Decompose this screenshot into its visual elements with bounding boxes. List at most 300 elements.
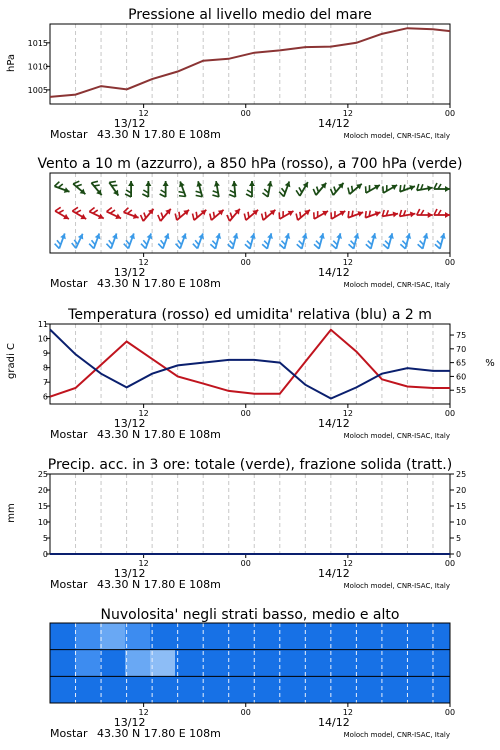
wind-barb-feather xyxy=(400,185,401,192)
wind-barb-feather xyxy=(300,212,301,218)
pressure-y-tick-label: 1015 xyxy=(27,38,48,48)
wind-barb xyxy=(331,211,345,219)
temperature-y-tick-label: 9 xyxy=(42,349,48,359)
wind-barb-feather xyxy=(352,211,353,217)
wind-barb-feather xyxy=(404,185,405,191)
cloud-cell xyxy=(375,623,401,650)
cloud-cell xyxy=(125,650,151,677)
temperature-coords: 43.30 N 17.80 E 108m xyxy=(97,428,221,441)
cloud-cell xyxy=(425,623,451,650)
precipitation-y-tick-label-right: 20 xyxy=(456,486,467,495)
pressure-date-label: 14/12 xyxy=(318,117,350,130)
wind-barb-feather xyxy=(158,215,161,221)
precipitation-y-tick-label: 20 xyxy=(37,486,48,495)
wind-barb-head xyxy=(284,233,290,239)
clouds-location: Mostar xyxy=(50,727,88,740)
wind-barb-feather xyxy=(59,210,64,213)
cloud-cell xyxy=(325,623,351,650)
wind-barb xyxy=(176,233,187,248)
wind-barb xyxy=(383,233,394,248)
temperature-chart-title: Temperatura (rosso) ed umidita' relativa (blu) a 2 m xyxy=(68,307,432,323)
wind-barb-feather xyxy=(366,244,371,248)
precipitation-y-axis-label: mm xyxy=(6,503,17,523)
cloud-cell xyxy=(150,623,176,650)
precipitation-panel xyxy=(6,457,466,591)
wind-barb xyxy=(196,181,203,196)
wind-barb xyxy=(179,181,186,196)
wind-barb xyxy=(160,181,169,197)
precipitation-date-label: 13/12 xyxy=(113,567,146,580)
wind-barb-head xyxy=(267,233,273,239)
temperature-model-credit: Moloch model, CNR-ISAC, Italy xyxy=(343,432,450,440)
pressure-y-tick-label: 1010 xyxy=(27,62,48,72)
clouds-x-tick-label: 12 xyxy=(342,708,353,717)
wind-barb-feather xyxy=(210,214,212,221)
cloud-cell xyxy=(275,650,301,677)
wind-barb-feather xyxy=(314,244,319,248)
wind-barb-feather xyxy=(316,241,320,245)
temperature-x-tick-label: 00 xyxy=(444,409,456,418)
wind-barb xyxy=(244,210,258,220)
wind-chart-title: Vento a 10 m (azzurro), a 850 hPa (rosso), a 700 hPa (verde) xyxy=(37,156,463,172)
cloud-cell xyxy=(100,623,126,650)
clouds-coords: 43.30 N 17.80 E 108m xyxy=(97,727,221,740)
cloud-cell xyxy=(350,650,376,677)
wind-barb-feather xyxy=(213,212,214,218)
pressure-location: Mostar xyxy=(50,128,88,141)
wind-barb-feather xyxy=(94,185,100,186)
cloud-cell xyxy=(400,676,426,703)
pressure-coords: 43.30 N 17.80 E 108m xyxy=(97,128,221,141)
wind-barb xyxy=(400,233,411,248)
wind-barb-feather xyxy=(282,188,286,193)
wind-barb-feather xyxy=(262,193,267,197)
wind-barb-feather xyxy=(124,244,129,249)
wind-barb xyxy=(313,183,326,195)
cloud-cell xyxy=(100,650,126,677)
wind-barb-feather xyxy=(124,208,129,213)
temperature-frame xyxy=(50,324,450,404)
wind-barb-feather xyxy=(109,240,113,245)
wind-barb-feather xyxy=(175,214,177,221)
wind-barb xyxy=(434,183,450,192)
wind-barb xyxy=(192,210,206,220)
wind-barb-feather xyxy=(127,210,132,214)
wind-barb-feather xyxy=(296,190,300,196)
precipitation-y-tick-label: 15 xyxy=(37,502,48,511)
wind-barb-feather xyxy=(349,244,354,248)
wind-barb-head xyxy=(128,181,134,186)
pressure-chart-title: Pressione al livello medio del mare xyxy=(128,7,372,23)
precipitation-date-label: 14/12 xyxy=(318,567,350,580)
wind-barb-feather xyxy=(296,214,298,221)
wind-barb-feather xyxy=(333,241,337,245)
wind-barb-feather xyxy=(230,213,232,219)
wind-barb xyxy=(106,233,117,248)
wind-barb-feather xyxy=(109,181,116,182)
wind-barb-head xyxy=(336,233,342,239)
wind-barb xyxy=(348,184,362,194)
wind-barb-feather xyxy=(110,210,115,213)
wind-x-tick-label: 00 xyxy=(240,258,251,267)
wind-barb-feather xyxy=(383,244,388,248)
wind-barb xyxy=(210,233,221,248)
wind-barb-feather xyxy=(89,244,94,249)
wind-barb xyxy=(434,209,450,218)
wind-barb-feather xyxy=(192,214,194,221)
cloud-cell xyxy=(350,623,376,650)
precipitation-model-credit: Moloch model, CNR-ISAC, Italy xyxy=(343,582,450,590)
pressure-x-tick-label: 12 xyxy=(138,109,149,118)
wind-barb-feather xyxy=(196,212,197,218)
pressure-date-label: 13/12 xyxy=(113,117,146,130)
wind-barb-feather xyxy=(420,241,424,245)
wind-panel xyxy=(37,156,462,290)
wind-barb xyxy=(72,207,86,219)
wind-barb-feather xyxy=(385,241,389,245)
pressure-line xyxy=(50,28,450,97)
precipitation-y-tick-label-right: 10 xyxy=(456,518,467,527)
temperature-line xyxy=(50,330,450,397)
cloud-cell xyxy=(125,623,151,650)
pressure-x-tick-label: 00 xyxy=(240,109,251,118)
wind-barb-head xyxy=(423,233,429,239)
wind-barb-feather xyxy=(369,211,370,217)
precipitation-x-tick-label: 00 xyxy=(240,559,251,568)
wind-barb-feather xyxy=(143,240,147,245)
wind-barb-feather xyxy=(106,244,111,249)
wind-date-label: 13/12 xyxy=(113,266,146,279)
cloud-cell xyxy=(50,676,76,703)
clouds-x-tick-label: 12 xyxy=(138,708,149,717)
temperature-panel xyxy=(6,307,495,441)
wind-barb-head xyxy=(354,233,360,239)
wind-barb-feather xyxy=(334,187,336,193)
precipitation-x-tick-label: 12 xyxy=(342,559,353,568)
cloud-cell xyxy=(325,650,351,677)
clouds-panel xyxy=(50,607,455,740)
wind-barb-feather xyxy=(317,187,319,193)
humidity-y-axis-label: % xyxy=(485,358,495,369)
wind-barb xyxy=(158,209,171,221)
clouds-x-tick-label: 00 xyxy=(240,708,251,717)
wind-barb xyxy=(73,181,85,194)
wind-barb-feather xyxy=(76,210,81,213)
cloud-cell xyxy=(150,676,176,703)
cloud-cell xyxy=(50,623,76,650)
wind-barb-head xyxy=(163,181,169,186)
wind-barb-feather xyxy=(400,244,405,248)
cloud-cell xyxy=(75,676,101,703)
clouds-date-label: 13/12 xyxy=(113,716,146,729)
wind-barb xyxy=(331,233,342,248)
wind-barb-feather xyxy=(264,241,268,245)
wind-model-credit: Moloch model, CNR-ISAC, Italy xyxy=(343,281,450,289)
wind-barb-feather xyxy=(107,207,112,211)
wind-barb-feather xyxy=(57,240,61,245)
wind-barb xyxy=(417,209,433,218)
wind-barb xyxy=(314,233,325,248)
wind-barb-feather xyxy=(299,187,302,192)
clouds-model-credit: Moloch model, CNR-ISAC, Italy xyxy=(343,731,450,739)
wind-barb-head xyxy=(428,212,433,218)
wind-barb-feather xyxy=(92,240,96,245)
temperature-y-axis-label: gradi C xyxy=(6,343,17,379)
wind-barb xyxy=(212,181,219,197)
precipitation-chart-title: Precip. acc. in 3 ore: totale (verde), frazione solida (tratt.) xyxy=(47,457,453,473)
wind-barb-feather xyxy=(58,184,63,188)
wind-location: Mostar xyxy=(50,277,88,290)
wind-barb-head xyxy=(215,233,221,239)
wind-barb xyxy=(279,211,293,219)
wind-barb xyxy=(383,185,397,193)
temperature-y-tick-label: 7 xyxy=(42,378,48,388)
wind-barb xyxy=(417,184,433,191)
cloud-cell xyxy=(375,676,401,703)
wind-barb-feather xyxy=(299,241,303,245)
precipitation-y-tick-label: 25 xyxy=(37,470,48,479)
wind-barb-feather xyxy=(245,244,250,248)
wind-barb xyxy=(366,185,380,193)
wind-barb-feather xyxy=(179,196,186,197)
precipitation-x-tick-label: 00 xyxy=(444,559,456,568)
cloud-cell xyxy=(375,650,401,677)
wind-barb xyxy=(296,182,308,196)
wind-barb xyxy=(89,233,100,248)
cloud-cell xyxy=(400,623,426,650)
wind-barb xyxy=(297,233,308,248)
wind-barb xyxy=(246,181,255,197)
precipitation-y-tick-label: 0 xyxy=(42,550,48,559)
wind-barb-feather xyxy=(212,241,216,245)
wind-barb-feather xyxy=(179,212,180,218)
cloud-cell xyxy=(300,650,326,677)
wind-barb-feather xyxy=(76,185,82,187)
pressure-x-tick-label: 12 xyxy=(342,109,353,118)
wind-barb-head xyxy=(371,233,377,239)
humidity-y-tick-label-right: 60 xyxy=(456,372,467,382)
wind-barb xyxy=(54,182,69,193)
wind-barb-feather xyxy=(247,241,251,245)
wind-barb xyxy=(296,210,310,220)
wind-barb-feather xyxy=(418,244,423,248)
wind-x-tick-label: 12 xyxy=(342,258,353,267)
humidity-y-tick-label-right: 70 xyxy=(456,344,467,354)
cloud-cell xyxy=(300,623,326,650)
wind-barb xyxy=(141,233,152,248)
wind-barb xyxy=(229,181,237,197)
wind-barb-feather xyxy=(297,244,302,248)
precipitation-y-tick-label: 5 xyxy=(42,534,48,543)
wind-barb xyxy=(365,211,380,218)
wind-barb-feather xyxy=(262,214,264,221)
wind-barb xyxy=(435,233,446,248)
wind-barb-feather xyxy=(141,244,146,249)
wind-barb xyxy=(418,233,429,248)
temperature-y-tick-label: 10 xyxy=(37,334,48,344)
wind-barb-head xyxy=(302,233,308,239)
precipitation-y-tick-label-right: 0 xyxy=(456,550,462,559)
wind-barb-feather xyxy=(89,207,94,211)
pressure-x-tick-label: 00 xyxy=(444,109,456,118)
wind-barb-feather xyxy=(55,244,60,249)
temperature-y-tick-label: 6 xyxy=(42,392,48,402)
precipitation-frame xyxy=(50,474,450,554)
cloud-cell xyxy=(200,650,226,677)
wind-barb-feather xyxy=(91,181,98,183)
wind-barb-feather xyxy=(158,244,163,249)
precipitation-y-tick-label-right: 5 xyxy=(456,534,462,543)
wind-barb-feather xyxy=(348,211,349,218)
wind-barb xyxy=(193,233,204,248)
pressure-y-axis-label: hPa xyxy=(6,53,17,73)
wind-barb xyxy=(349,233,360,248)
cloud-cell xyxy=(175,676,201,703)
wind-barb-feather xyxy=(281,241,285,245)
wind-barb-feather xyxy=(313,189,316,195)
cloud-cell xyxy=(75,623,101,650)
wind-barb-feather xyxy=(351,241,355,245)
wind-barb xyxy=(72,234,84,249)
pressure-y-tick-label: 1005 xyxy=(27,85,48,95)
wind-barb xyxy=(210,210,224,220)
wind-barb xyxy=(279,233,290,248)
cloud-cell xyxy=(150,650,176,677)
wind-barb xyxy=(91,181,101,195)
cloud-cell xyxy=(325,676,351,703)
wind-barb xyxy=(366,233,377,248)
wind-barb xyxy=(382,210,398,217)
wind-barb xyxy=(142,181,151,197)
humidity-y-tick-label-right: 65 xyxy=(456,358,467,368)
wind-barb-feather xyxy=(210,244,215,248)
wind-barb xyxy=(124,233,135,248)
cloud-cell xyxy=(125,676,151,703)
cloud-cell xyxy=(200,623,226,650)
wind-x-tick-label: 00 xyxy=(444,258,456,267)
wind-barb-head xyxy=(233,233,239,239)
cloud-cell xyxy=(425,676,451,703)
wind-barb-feather xyxy=(195,240,199,245)
wind-barb-feather xyxy=(265,212,266,218)
wind-barb xyxy=(348,211,363,218)
precipitation-y-tick-label-right: 25 xyxy=(456,470,467,479)
wind-barb-feather xyxy=(141,215,144,221)
wind-barb xyxy=(314,211,328,219)
wind-barb xyxy=(107,207,122,219)
wind-barb-head xyxy=(231,181,237,186)
cloud-cell xyxy=(200,676,226,703)
temperature-date-label: 14/12 xyxy=(318,417,350,430)
clouds-date-label: 14/12 xyxy=(318,716,350,729)
wind-barb-head xyxy=(145,181,151,186)
cloud-cell xyxy=(275,676,301,703)
pressure-panel xyxy=(6,7,455,141)
wind-barb xyxy=(279,181,290,196)
cloud-cell xyxy=(400,650,426,677)
wind-barb xyxy=(262,181,272,197)
pressure-frame xyxy=(50,24,450,104)
cloud-cell xyxy=(50,650,76,677)
precipitation-y-tick-label: 10 xyxy=(37,518,48,527)
wind-barb-feather xyxy=(93,210,98,213)
wind-barb-feather xyxy=(365,211,366,218)
precipitation-y-tick-label-right: 15 xyxy=(456,502,467,511)
cloud-cell xyxy=(350,676,376,703)
wind-barb-feather xyxy=(402,241,406,245)
cloud-cell xyxy=(275,623,301,650)
wind-barb-feather xyxy=(179,192,185,193)
wind-barb-feather xyxy=(230,241,234,245)
wind-barb xyxy=(55,233,66,248)
temperature-y-tick-label: 11 xyxy=(37,320,48,329)
wind-barb-head xyxy=(445,212,450,218)
wind-barb xyxy=(262,233,273,248)
temperature-x-tick-label: 12 xyxy=(138,409,149,418)
wind-barb-head xyxy=(440,233,446,239)
wind-barb-feather xyxy=(262,244,267,248)
wind-barb-feather xyxy=(435,244,440,248)
temperature-x-tick-label: 12 xyxy=(342,409,353,418)
temperature-location: Mostar xyxy=(50,428,88,441)
wind-barb-head xyxy=(250,233,256,239)
wind-barb-feather xyxy=(352,186,353,192)
wind-barb xyxy=(55,207,69,219)
wind-barb-feather xyxy=(73,181,79,184)
wind-barb-head xyxy=(445,186,450,192)
wind-barb-feather xyxy=(248,212,249,218)
cloud-cell xyxy=(425,650,451,677)
wind-barb xyxy=(141,209,154,221)
wind-coords: 43.30 N 17.80 E 108m xyxy=(97,277,221,290)
wind-x-tick-label: 12 xyxy=(138,258,149,267)
wind-barb xyxy=(158,233,169,248)
cloud-cell xyxy=(100,676,126,703)
wind-barb-head xyxy=(319,233,325,239)
wind-barb xyxy=(331,183,344,195)
cloud-cell xyxy=(75,650,101,677)
cloud-cell xyxy=(300,676,326,703)
temperature-date-label: 13/12 xyxy=(113,417,146,430)
precipitation-coords: 43.30 N 17.80 E 108m xyxy=(97,578,221,591)
wind-date-label: 14/12 xyxy=(318,266,350,279)
wind-barb-feather xyxy=(193,244,198,249)
wind-barb-feather xyxy=(348,188,350,195)
precipitation-location: Mostar xyxy=(50,578,88,591)
wind-barb xyxy=(124,208,139,219)
wind-barb-feather xyxy=(264,189,268,193)
wind-barb xyxy=(228,233,239,248)
wind-barb-feather xyxy=(161,213,163,219)
wind-barb-head xyxy=(388,233,394,239)
humidity-line xyxy=(50,330,450,399)
wind-barb-feather xyxy=(244,214,246,221)
temperature-y-tick-label: 8 xyxy=(42,363,48,373)
clouds-chart-title: Nuvolosita' negli strati basso, medio e alto xyxy=(100,607,400,623)
pressure-model-credit: Moloch model, CNR-ISAC, Italy xyxy=(343,132,450,140)
wind-barb xyxy=(109,181,118,195)
wind-barb xyxy=(89,207,104,219)
wind-barb-feather xyxy=(54,182,59,187)
clouds-x-tick-label: 00 xyxy=(444,708,456,717)
wind-barb-feather xyxy=(55,207,61,211)
temperature-x-tick-label: 00 xyxy=(240,409,251,418)
wind-barb-feather xyxy=(437,241,441,245)
wind-barb-head xyxy=(405,233,411,239)
wind-barb-feather xyxy=(368,241,372,245)
wind-barb-feather xyxy=(144,213,146,219)
wind-barb-head xyxy=(197,181,203,187)
